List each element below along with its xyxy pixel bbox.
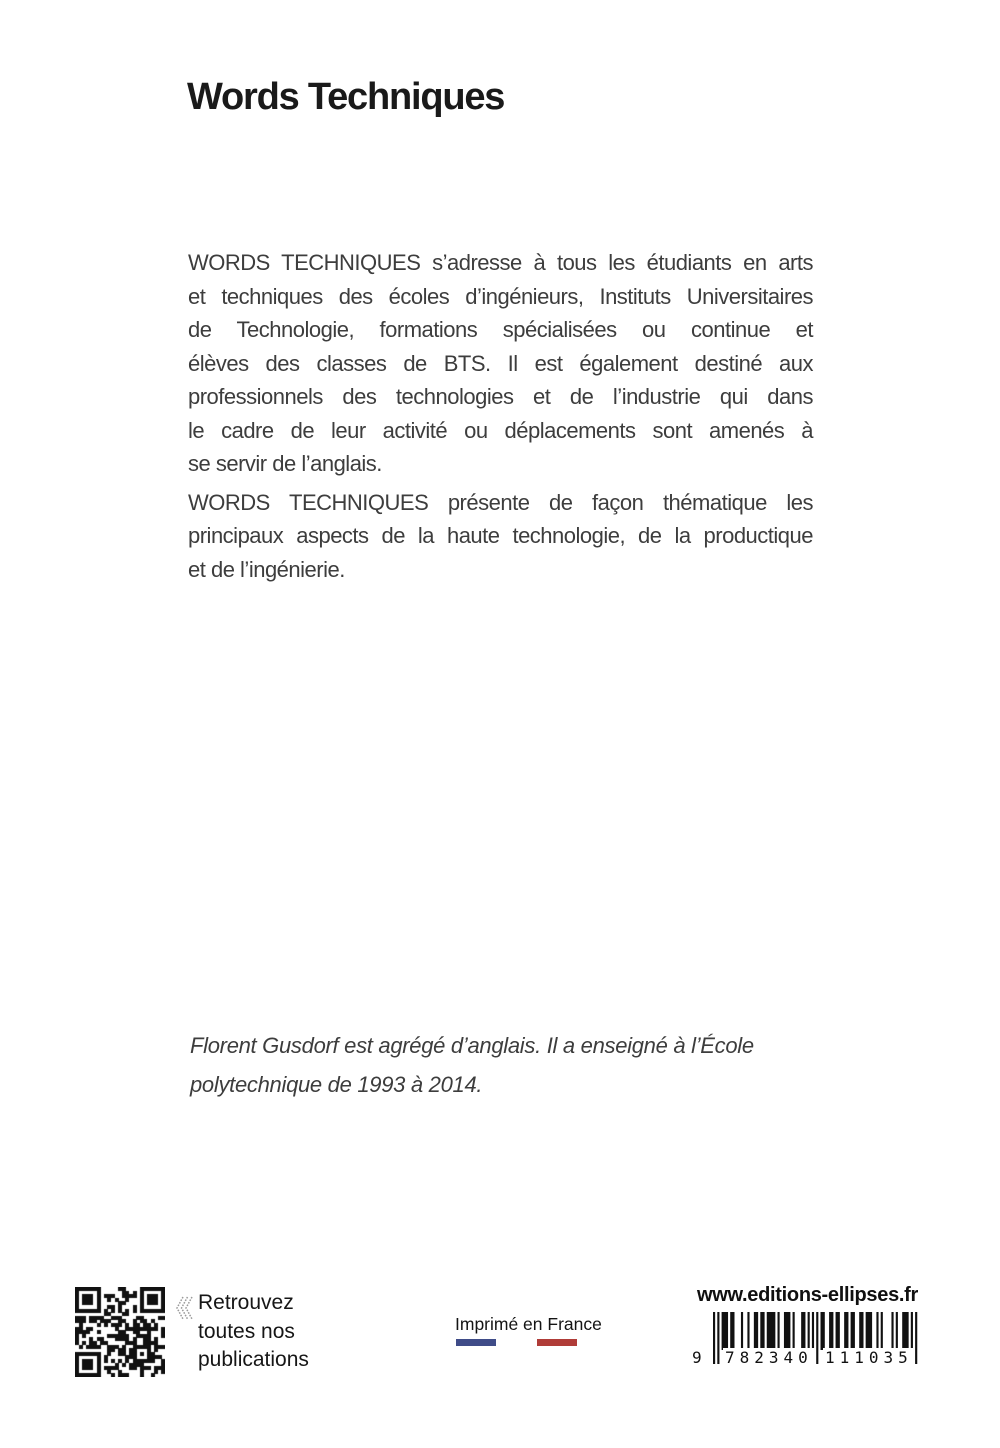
text-line: WORDS TECHNIQUES s’adresse à tous les étudiants en arts — [188, 250, 813, 275]
french-flag-red-bar — [537, 1339, 577, 1346]
description-paragraph-1 — [188, 246, 813, 481]
text-line: Florent Gusdorf est agrégé d’anglais. Il a enseigné à l’École — [190, 1033, 754, 1058]
book-title: Words Techniques — [187, 76, 505, 118]
qr-code — [75, 1287, 165, 1377]
qr-caption — [198, 1289, 309, 1375]
text-line: élèves des classes de BTS. Il est également destiné aux — [188, 350, 813, 376]
description-block — [188, 246, 813, 591]
text-line: se servir de l’anglais. — [188, 451, 382, 476]
text-line: principaux aspects de la haute technologie, de la productique — [188, 523, 813, 548]
isbn-digit-group1: 782340 — [725, 1348, 813, 1367]
triple-chevron-icon — [175, 1295, 193, 1321]
isbn-barcode — [690, 1312, 925, 1372]
text-line: WORDS TECHNIQUES présente de façon thématique les — [188, 489, 813, 515]
qr-caption-line: toutes nos — [198, 1319, 295, 1343]
text-line: le cadre de leur activité ou déplacements sont amenés à — [188, 417, 813, 443]
text-line: professionnels des technologies et de l’industrie qui dans — [188, 384, 813, 409]
text-line: polytechnique de 1993 à 2014. — [190, 1072, 483, 1097]
author-note — [190, 1026, 870, 1104]
text-line: et de l’ingénierie. — [188, 556, 345, 582]
qr-caption-line: publications — [198, 1348, 309, 1371]
publisher-website: www.editions-ellipses.fr — [697, 1284, 918, 1306]
isbn-digit-group2: 111035 — [825, 1348, 913, 1367]
text-line: et techniques des écoles d’ingénieurs, Instituts Universitaires — [188, 283, 813, 309]
printed-in-france-label: Imprimé en France — [455, 1314, 602, 1334]
french-flag-blue-bar — [456, 1339, 496, 1346]
text-line: de Technologie, formations spécialisées ou continue et — [188, 317, 813, 342]
isbn-digit-prefix: 9 — [692, 1348, 702, 1367]
description-paragraph-2 — [188, 486, 813, 587]
qr-caption-line: Retrouvez — [198, 1291, 294, 1314]
